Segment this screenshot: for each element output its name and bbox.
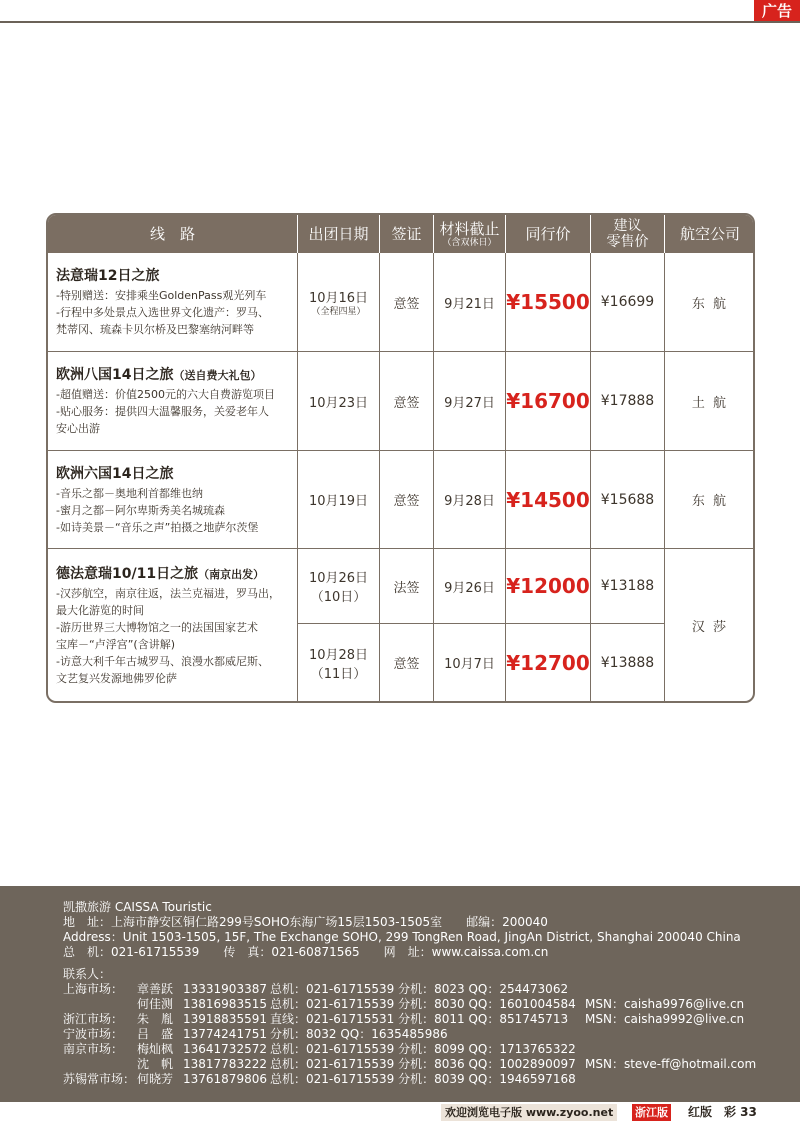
contact-footer [0, 886, 800, 1102]
contact-mobile: 13641732572 [183, 1042, 267, 1056]
header-route-label: 线 路 [149, 224, 195, 243]
retail-price: ¥16699 [591, 253, 665, 352]
departure-date: 10月23日 [298, 352, 380, 451]
route-detail: -访意大利千年古城罗马、浪漫水都威尼斯、 [56, 654, 269, 668]
retail-price: ¥17888 [591, 352, 665, 451]
retail-price: ¥13188 [591, 549, 665, 624]
header-retail-price [591, 215, 665, 253]
contact-name: 梅灿枫 [137, 1042, 174, 1056]
contact-msn: MSN：caisha9976@live.cn [585, 997, 745, 1011]
contact-line: 总机：021-61715539 分机：8030 QQ：1601004584 [270, 997, 576, 1011]
route-detail: -贴心服务：提供四大温馨服务，关爱老年人 [56, 405, 269, 418]
route-detail: -特别赠送：安排乘坐GoldenPass观光列车 [56, 289, 267, 302]
ad-label: 广告 [754, 0, 800, 22]
airline: 汉 莎 [691, 619, 729, 635]
header-date [298, 215, 380, 253]
contact-region: 浙江市场： [63, 1012, 124, 1026]
contact-msn: MSN：steve-ff@hotmail.com [585, 1057, 757, 1071]
contact-mobile: 13918835591 [183, 1012, 267, 1026]
header-peer-price [506, 215, 591, 253]
contact-name: 章善跃 [137, 982, 174, 996]
top-divider [0, 21, 800, 23]
route-detail: -如诗美景－“音乐之声”拍摄之地萨尔茨堡 [56, 520, 259, 534]
route-cell-1 [48, 253, 298, 352]
header-deadline-label: 材料截止 [439, 219, 500, 238]
airline: 东 航 [665, 451, 755, 549]
route-detail: 文艺复兴发源地佛罗伦萨 [56, 671, 177, 685]
route-cell-2 [48, 352, 298, 451]
retail-price: ¥13888 [591, 624, 665, 701]
header-deadline-sub: （含双休日） [442, 237, 497, 248]
header-deadline [434, 215, 506, 253]
contact-name: 何晓芳 [137, 1072, 174, 1086]
header-airline-label: 航空公司 [679, 224, 740, 243]
route-cell-4 [48, 549, 298, 701]
contact-region: 南京市场： [63, 1042, 124, 1056]
contact-name: 何佳测 [137, 997, 174, 1011]
retail-price: ¥15688 [591, 451, 665, 549]
page-number: 红版 彩 33 [688, 1105, 757, 1119]
visa-type: 意签 [380, 253, 434, 352]
route-detail: -行程中多处景点入选世界文化遗产：罗马、 [56, 306, 269, 319]
peer-price: ¥14500 [506, 451, 591, 549]
route-detail: -蜜月之都－阿尔卑斯秀美名城琉森 [56, 503, 225, 517]
departure-date: 10月28日 （11日） [298, 624, 380, 701]
visa-type: 法签 [380, 549, 434, 624]
route-detail: 安心出游 [56, 422, 100, 435]
deadline: 9月28日 [434, 451, 506, 549]
region-badge: 浙江版 [632, 1104, 671, 1121]
route-detail: 宝库－“卢浮宫”(含讲解) [56, 637, 175, 651]
deadline: 9月27日 [434, 352, 506, 451]
address-cn: 地 址：上海市静安区铜仁路299号SOHO东海广场15层1503-1505室 邮编：200040 [63, 915, 548, 929]
address-en: Address：Unit 1503-1505, 15F, The Exchange SOHO, 299 TongRen Road, JingAn District, Shanghai 200040 China [63, 930, 741, 944]
route-title: 欧洲六国14日之旅 [56, 465, 174, 482]
contact-mobile: 13774241751 [183, 1027, 267, 1041]
company-name: 凯撒旅游 CAISSA Touristic [63, 900, 212, 914]
contact-region: 上海市场： [63, 982, 124, 996]
contact-line: 分机：8032 QQ：1635485986 [270, 1027, 448, 1041]
header-date-label: 出团日期 [308, 224, 369, 243]
contact-name: 沈 帆 [137, 1057, 174, 1071]
route-detail: -超值赠送：价值2500元的六大自费游览项目 [56, 388, 275, 401]
departure-date: 10月16日 （全程四星） [298, 253, 380, 352]
contact-mobile: 13817783222 [183, 1057, 267, 1071]
peer-price: ¥16700 [506, 352, 591, 451]
peer-price: ¥15500 [506, 253, 591, 352]
header-airline [665, 215, 755, 253]
route-detail: 梵蒂冈、琉森卡贝尔桥及巴黎塞纳河畔等 [56, 323, 254, 336]
deadline: 10月7日 [434, 624, 506, 701]
header-retail-line1: 建议 [613, 218, 642, 234]
peer-price: ¥12700 [506, 624, 591, 701]
e-edition-link[interactable]: 欢迎浏览电子版 www.zyoo.net [441, 1104, 617, 1121]
departure-date: 10月19日 [298, 451, 380, 549]
peer-price: ¥12000 [506, 549, 591, 624]
airline: 东 航 [665, 253, 755, 352]
contact-name: 吕 盛 [137, 1027, 174, 1041]
route-title: 德法意瑞10/11日之旅（南京出发） [56, 565, 265, 582]
contact-mobile: 13331903387 [183, 982, 267, 996]
contact-name: 朱 胤 [137, 1012, 174, 1026]
contact-line: 总机：021-61715539 分机：8036 QQ：1002890097 [270, 1057, 576, 1071]
route-detail: -游历世界三大博物馆之一的法国国家艺术 [56, 620, 258, 634]
header-route [48, 215, 298, 253]
contact-line: 直线：021-61715531 分机：8011 QQ：851745713 [270, 1012, 569, 1026]
contact-label: 联系人： [63, 967, 112, 981]
route-title: 欧洲八国14日之旅（送自费大礼包） [56, 367, 262, 383]
route-detail: -汉莎航空，南京往返，法兰克福进，罗马出， [56, 586, 280, 600]
contact-line: 总机：021-61715539 分机：8099 QQ：1713765322 [270, 1042, 576, 1056]
departure-date: 10月26日 （10日） [298, 549, 380, 624]
header-visa-label: 签证 [391, 224, 422, 243]
visa-type: 意签 [380, 451, 434, 549]
header-peer-price-label: 同行价 [525, 224, 571, 243]
contact-region: 苏锡常市场： [63, 1072, 136, 1086]
deadline: 9月21日 [434, 253, 506, 352]
route-cell-3 [48, 451, 298, 549]
deadline: 9月26日 [434, 549, 506, 624]
route-detail: -音乐之都－奥地利首都维也纳 [56, 486, 203, 500]
visa-type: 意签 [380, 624, 434, 701]
contact-line: 总机：021-61715539 分机：8023 QQ：254473062 [270, 982, 569, 996]
airline: 土 航 [665, 352, 755, 451]
header-visa [380, 215, 434, 253]
contact-mobile: 13816983515 [183, 997, 267, 1011]
contact-msn: MSN：caisha9992@live.cn [585, 1012, 745, 1026]
visa-type: 意签 [380, 352, 434, 451]
route-title: 法意瑞12日之旅 [56, 268, 160, 284]
header-retail-line2: 零售价 [606, 234, 649, 250]
contact-line: 总机：021-61715539 分机：8039 QQ：1946597168 [270, 1072, 576, 1086]
tour-price-table [46, 213, 755, 703]
contact-region: 宁波市场： [63, 1027, 124, 1041]
route-detail: 最大化游览的时间 [56, 603, 144, 617]
contact-mobile: 13761879806 [183, 1072, 267, 1086]
phone-fax-web: 总 机：021-61715539 传 真：021-60871565 网 址：www.caissa.com.cn [63, 945, 549, 959]
